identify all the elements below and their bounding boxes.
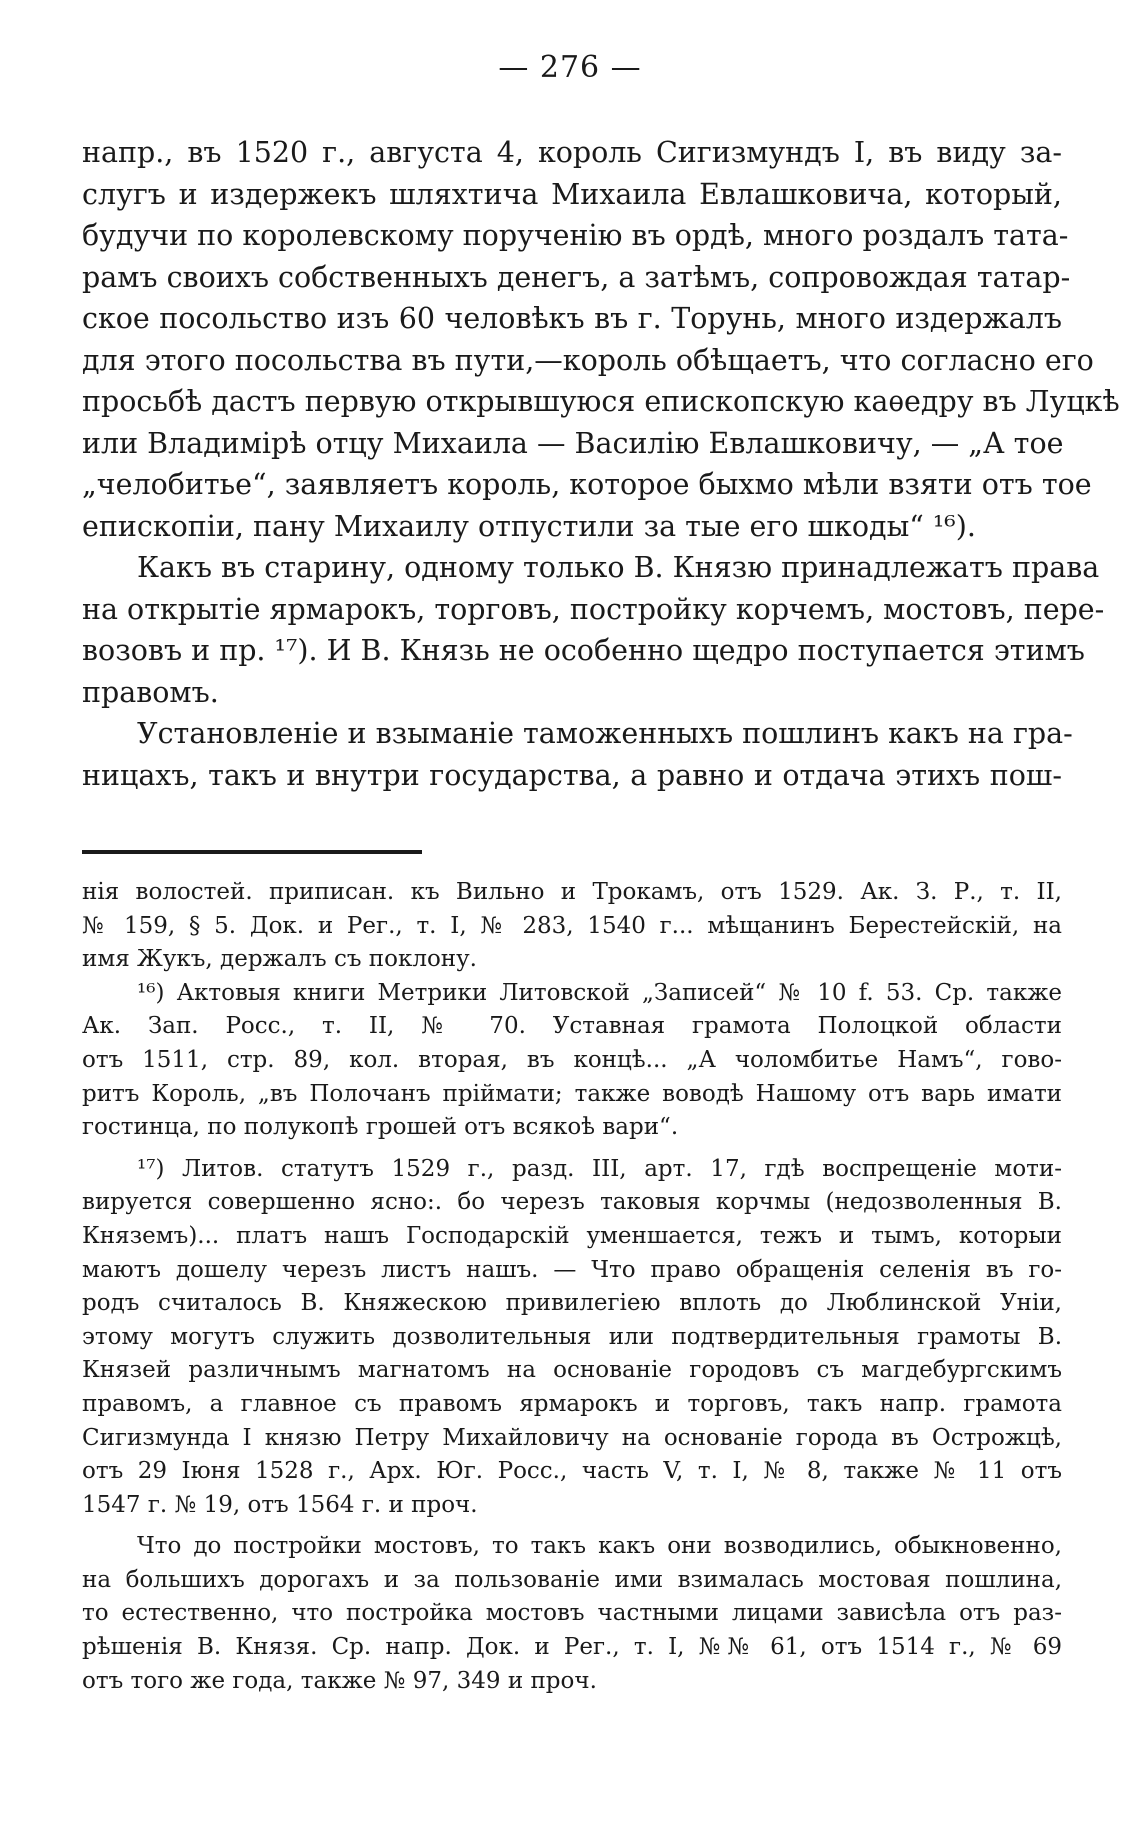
footnote-17-line: этому могутъ служить дозволительныя или подтвердительныя грамоты В. bbox=[82, 1323, 1062, 1350]
footnote-17-line: правомъ, а главное съ правомъ ярмарокъ и торговъ, такъ напр. грамота bbox=[82, 1390, 1062, 1417]
footnote-separator-rule bbox=[82, 850, 422, 854]
footnote-16-line: отъ 1511, стр. 89, кол. вторая, въ концѣ... „А чоломбитье Намъ“, гово- bbox=[82, 1046, 1062, 1073]
footnote-16-line: гостинца, по полукопѣ грошей отъ всякоѣ вари“. bbox=[82, 1114, 679, 1141]
footnote-17-line: Княземъ)... платъ нашъ Господарскій уменшается, тежъ и тымъ, которыи bbox=[82, 1222, 1062, 1249]
main-line: слугъ и издержекъ шляхтича Михаила Евлашковича, который, bbox=[82, 177, 1062, 211]
footnote-17-line: родъ считалось В. Княжескою привилегіею вплоть до Люблинской Уніи, bbox=[82, 1290, 1062, 1317]
footnote-17-line: маютъ дошелу черезъ листъ нашъ. — Что право обращенія селенія въ го- bbox=[82, 1256, 1062, 1283]
main-line: возовъ и пр. ¹⁷). И В. Князь не особенно щедро поступается этимъ bbox=[82, 634, 1085, 667]
footnote-gap bbox=[82, 1145, 1062, 1153]
main-line: будучи по королевскому порученію въ ордѣ, много роздалъ тата- bbox=[82, 219, 1069, 252]
footnote-para-line: то естественно, что постройка мостовъ частными лицами зависѣла отъ раз- bbox=[82, 1600, 1062, 1627]
main-line: Установленіе и взыманіе таможенныхъ пошлинъ какъ на гра- bbox=[137, 717, 1073, 750]
footnote-gap bbox=[82, 1522, 1062, 1530]
footnote-cont-line: нія волостей. приписан. къ Вильно и Трокамъ, отъ 1529. Ак. З. Р., т. II, bbox=[82, 879, 1062, 905]
footnotes bbox=[82, 876, 1062, 1698]
main-line: правомъ. bbox=[82, 675, 219, 709]
main-line: рамъ своихъ собственныхъ денегъ, а затѣмъ, сопровождая татар- bbox=[82, 260, 1071, 294]
footnote-16-line: ритъ Король, „въ Полочанъ пріймати; также воводѣ Нашому отъ варь имати bbox=[82, 1080, 1062, 1107]
main-line: на открытіе ярмарокъ, торговъ, постройку корчемъ, мостовъ, пере- bbox=[82, 592, 1105, 626]
main-text bbox=[82, 132, 1120, 796]
main-line: ницахъ, такъ и внутри государства, а равно и отдача этихъ пош- bbox=[82, 758, 1062, 792]
footnote-16-line: Ак. Зап. Росс., т. II, № 70. Уставная грамота Полоцкой области bbox=[82, 1013, 1062, 1040]
footnote-17-line: Князей различнымъ магнатомъ на основаніе городовъ съ магдебургскимъ bbox=[82, 1357, 1062, 1384]
main-line: напр., въ 1520 г., августа 4, король Сигизмундъ I, въ виду за- bbox=[82, 136, 1062, 169]
main-line: Какъ въ старину, одному только В. Князю принадлежатъ права bbox=[137, 551, 1100, 584]
footnote-cont-line: № 159, § 5. Док. и Рег., т. I, № 283, 1540 г... мѣщанинъ Берестейскій, на bbox=[82, 912, 1062, 939]
footnote-para-line: на большихъ дорогахъ и за пользованіе ими взималась мостовая пошлина, bbox=[82, 1566, 1062, 1593]
footnote-para-line: рѣшенія В. Князя. Ср. напр. Док. и Рег., т. I, №№ 61, отъ 1514 г., № 69 bbox=[82, 1634, 1062, 1661]
footnote-17-line: отъ 29 Іюня 1528 г., Арх. Юг. Росс., часть V, т. I, № 8, также № 11 отъ bbox=[82, 1458, 1062, 1485]
footnote-17-line: 1547 г. № 19, отъ 1564 г. и проч. bbox=[82, 1491, 478, 1518]
main-line: ское посольство изъ 60 человѣкъ въ г. Торунь, много издержалъ bbox=[82, 302, 1062, 335]
main-line: епископіи, пану Михаилу отпустили за тые его шкоды“ ¹⁶). bbox=[82, 509, 976, 543]
main-line: для этого посольства въ пути,—король обѣщаетъ, что согласно его bbox=[82, 343, 1094, 377]
footnote-17-line: Сигизмунда I князю Петру Михайловичу на основаніе города въ Острожцѣ, bbox=[82, 1424, 1062, 1451]
footnote-para-line: отъ того же года, также № 97, 349 и проч. bbox=[82, 1667, 597, 1694]
footnote-para-line: Что до постройки мостовъ, то такъ какъ они возводились, обыкновенно, bbox=[137, 1533, 1062, 1560]
main-line: „челобитье“, заявляетъ король, которое быхмо мѣли взяти отъ тое bbox=[82, 468, 1092, 501]
main-line: просьбѣ дастъ первую открывшуюся епископскую каѳедру въ Луцкѣ bbox=[82, 385, 1120, 418]
footnote-17-line: ¹⁷) Литов. статутъ 1529 г., разд. III, арт. 17, гдѣ воспрещеніе моти- bbox=[137, 1155, 1062, 1182]
page-number: — 276 — bbox=[498, 50, 642, 85]
footnote-16-line: ¹⁶) Актовыя книги Метрики Литовской „Записей“ № 10 f. 53. Ср. также bbox=[137, 979, 1062, 1006]
footnote-cont-line: имя Жукъ, держалъ съ поклону. bbox=[82, 946, 477, 973]
main-line: или Владимірѣ отцу Михаила — Василію Евлашковичу, — „А тое bbox=[82, 426, 1064, 460]
footnote-17-line: вируется совершенно ясно:. бо черезъ таковыя корчмы (недозволенныя В. bbox=[82, 1189, 1062, 1216]
